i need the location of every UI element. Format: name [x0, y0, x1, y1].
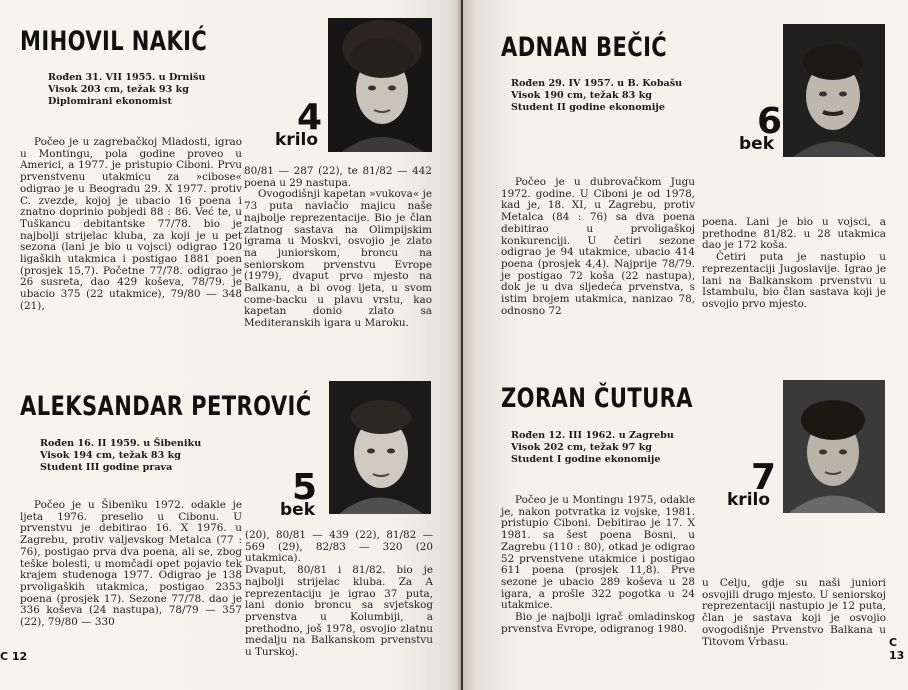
page-number: C 13: [889, 636, 905, 662]
player-position: bek: [739, 134, 775, 154]
player-name: ADNAN BEČIĆ: [501, 32, 668, 63]
bio-paragraph: Dvaput, 80/81 i 81/82. bio je najbolji strijelac kluba. Za A reprezentaciju je igrao 37 puta, lani donio broncu sa svjetskog prvenstva u Kolumbiji, a prethodno, još 1978, osvojio zlatnu medalju na Balkanskom prvenstvu u Turskoj.: [245, 564, 433, 659]
player-name: ZORAN ČUTURA: [501, 383, 693, 414]
player-birth: Rođen 12. III 1962. u Zagrebu: [511, 430, 674, 441]
bio-paragraph: Počeo je u Šibeniku 1972. odakle je ljeta 1976. preselio u Cibonu. U prvenstvu je debitirao 16. X 1976. u Zagrebu, protiv valjevskog Metalca (77 : 76), postigao prva dva poena, ali se, zbog teške bolesti, u momčadi opet pojavio tek krajem studenoga 1977. Odigrao je 138 prvoligaških utakmica, postigao 2353 poena (prosjek 17). Sezone 77/78. dao je 336 koševa (24 nastupa), 78/79 — 357 (22), 79/80 — 330: [20, 499, 242, 629]
bio-paragraph: Počeo je u Montingu 1975, odakle je, nakon potvratka iz vojske, 1981. pristupio Ciboni. Debitirao je 17. X 1981. sa šest poena Bosni, u Zagrebu (110 : 80), otkad je odigrao 52 prvenstvene utakmice i postigao 611 poena (prosjek 11,8). Prve sezone je ubacio 289 koševa u 28 igara, a prošle 322 pogotka u 24 utakmice.: [501, 494, 695, 612]
player-photo: [328, 18, 432, 152]
player-position: krilo: [275, 130, 319, 150]
bio-paragraph: Počeo je u dubrovačkom Jugu 1972. godine. U Ciboni je od 1978, kad je, 18. XI, u Zagrebu, protiv Metalca (84 : 76) sa dva poena debitirao u prvoligaškoj konkurenciji. U četiri sezone odigrao je 94 utakmice, ubacio 414 poena (prosjek 4,4). Najprije 78/79. je postigao 72 koša (22 nastupa), dok je u dva sljedeća prvenstva, s istim brojem utakmica, nanizao 78, odnosno 72: [501, 176, 695, 317]
jersey-number: 4: [297, 97, 323, 138]
player-photo: [783, 24, 885, 157]
bio-column-1: [20, 137, 242, 313]
bio-paragraph: (20), 80/81 — 439 (22), 81/82 — 569 (29), 82/83 — 320 (20 utakmica).: [245, 529, 433, 565]
jersey-number: 7: [751, 457, 777, 498]
player-size: Visok 203 cm, težak 93 kg: [48, 84, 189, 95]
player-size: Visok 202 cm, težak 97 kg: [511, 442, 652, 453]
jersey-number: 6: [757, 101, 783, 142]
player-name: MIHOVIL NAKIĆ: [20, 26, 208, 57]
player-facts: [511, 78, 682, 114]
right-page: [463, 0, 908, 690]
player-position: bek: [280, 500, 316, 520]
player-facts: [48, 72, 205, 108]
player-name: ALEKSANDAR PETROVIĆ: [20, 391, 312, 422]
bio-column-2: [245, 530, 433, 659]
page-number: C 12: [0, 650, 28, 663]
bio-paragraph: Ovogodišnji kapetan »vukova« je 73 puta navlačio majicu naše najbolje reprezentacije. Bio je član zlatnog sastava na Olimpijskim igrama u Moskvi, osvojio je zlato na juniorskom, broncu na seniorskom prvenstvu Evrope (1979), dvaput prvo mjesto na Balkanu, a bi ovog ljeta, u svom come-backu u plavu vrstu, kao kapetan donio zlato sa Mediteranskih igara u Maroku.: [244, 188, 432, 330]
bio-column-2: [244, 166, 432, 330]
player-photo: [329, 381, 431, 514]
bio-column-1: [501, 495, 695, 635]
player-occupation: Student III godine prava: [40, 462, 173, 473]
player-birth: Rođen 29. IV 1957. u B. Kobašu: [511, 78, 683, 89]
player-facts: [511, 430, 674, 466]
bio-paragraph: 80/81 — 287 (22), te 81/82 — 442 poena u 29 nastupa.: [244, 165, 432, 189]
player-occupation: Student I godine ekonomije: [511, 454, 661, 465]
bio-paragraph: poena. Lani je bio u vojsci, a prethodne 81/82. u 28 utakmica dao je 172 koša.: [702, 216, 886, 252]
player-facts: [40, 438, 201, 474]
bio-paragraph: u Celju, gdje su naši juniori osvojili drugo mjesto. U seniorskoj reprezentaciji nastupio je 12 puta, član je sastava koji je osvojio ovogodišnje Prvenstvo Balkana u Titovom Vrbasu.: [702, 577, 886, 648]
player-birth: Rođen 31. VII 1955. u Drnišu: [48, 72, 206, 83]
jersey-number: 5: [292, 467, 318, 508]
player-photo: [783, 380, 885, 513]
player-size: Visok 190 cm, težak 83 kg: [511, 90, 652, 101]
bio-column-1: [501, 177, 695, 317]
player-birth: Rođen 16. II 1959. u Šibeniku: [40, 438, 202, 449]
player-occupation: Diplomirani ekonomist: [48, 96, 172, 107]
bio-paragraph: Počeo je u zagrebačkoj Mladosti, igrao u Montingu, pola godine proveo u Americi, a 1977. je pristupio Ciboni. Prvu prvenstvenu utakmicu za »cibose« odigrao je u Beogradu 29. X 1977. protiv C. zvezde, kojoj je ubacio 16 poena i znatno doprinio pobjedi 88 : 86. Već te, u Tuškancu debitantske 77/78. bio je najbolji strijelac kluba, za koji je u pet sezona (lani je bio u vojsci) odigrao 120 ligaških utakmica i postigao 1881 poen (prosjek 15,7). Početne 77/78. odigrao je 26 susreta, dao 429 koševa, 78/79. je ubacio 375 (22 utakmice), 79/80 — 348 (21),: [20, 136, 242, 312]
bio-column-1: [20, 500, 242, 629]
bio-paragraph: Četiri puta je nastupio u reprezentaciji Jugoslavije. Igrao je lani na Balkanskom prvenstvu u Istambulu, bio član sastava koji je osvojio prvo mjesto.: [702, 251, 886, 310]
bio-paragraph: Bio je najbolji igrač omladinskog prvenstva Evrope, odigranog 1980.: [501, 611, 695, 635]
bio-column-2: [702, 217, 886, 311]
player-size: Visok 194 cm, težak 83 kg: [40, 450, 181, 461]
player-occupation: Student II godine ekonomije: [511, 102, 665, 113]
bio-column-2: [702, 578, 886, 648]
player-position: krilo: [727, 490, 771, 510]
